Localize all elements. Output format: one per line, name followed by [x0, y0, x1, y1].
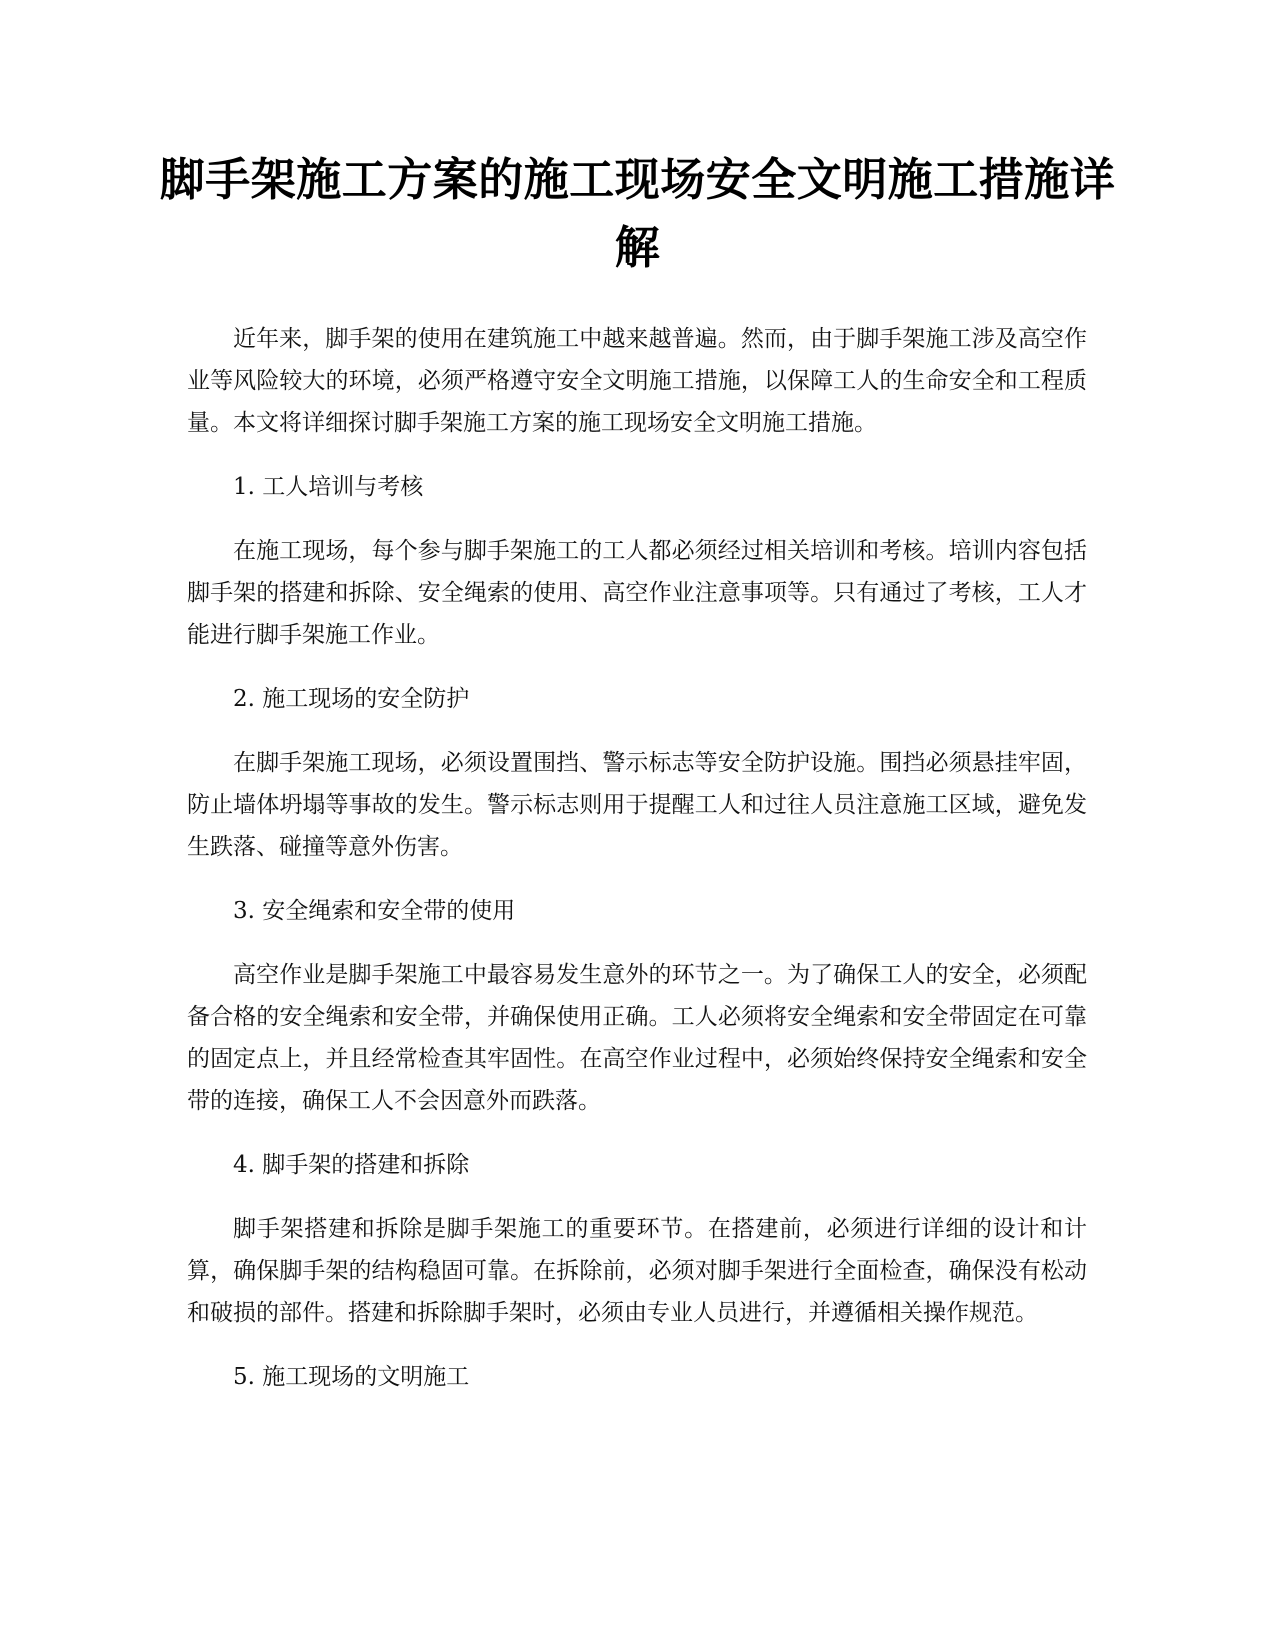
section-heading-2: 2. 施工现场的安全防护 [233, 686, 470, 712]
section-heading-5: 5. 施工现场的文明施工 [233, 1364, 470, 1390]
section-paragraph-2: 在脚手架施工现场，必须设置围挡、警示标志等安全防护设施。围挡必须悬挂牢固，防止墙体坍塌等事故的发生。警示标志则用于提醒工人和过往人员注意施工区域，避免发生跌落、碰撞等意外伤害。 [187, 750, 1087, 860]
section-heading-4: 4. 脚手架的搭建和拆除 [233, 1152, 470, 1178]
document-body [187, 318, 1087, 1420]
section-paragraph-3: 高空作业是脚手架施工中最容易发生意外的环节之一。为了确保工人的安全，必须配备合格的安全绳索和安全带，并确保使用正确。工人必须将安全绳索和安全带固定在可靠的固定点上，并且经常检查其牢固性。在高空作业过程中，必须始终保持安全绳索和安全带的连接，确保工人不会因意外而跌落。 [187, 962, 1087, 1114]
section-paragraph-1: 在施工现场，每个参与脚手架施工的工人都必须经过相关培训和考核。培训内容包括脚手架的搭建和拆除、安全绳索的使用、高空作业注意事项等。只有通过了考核，工人才能进行脚手架施工作业。 [187, 538, 1087, 648]
section-heading-1: 1. 工人培训与考核 [233, 474, 424, 500]
section-heading-3: 3. 安全绳索和安全带的使用 [233, 898, 516, 924]
document-title: 脚手架施工方案的施工现场安全文明施工措施详解 [159, 153, 1116, 274]
intro-paragraph: 近年来，脚手架的使用在建筑施工中越来越普遍。然而，由于脚手架施工涉及高空作业等风险较大的环境，必须严格遵守安全文明施工措施，以保障工人的生命安全和工程质量。本文将详细探讨脚手架施工方案的施工现场安全文明施工措施。 [187, 326, 1087, 436]
section-paragraph-4: 脚手架搭建和拆除是脚手架施工的重要环节。在搭建前，必须进行详细的设计和计算，确保脚手架的结构稳固可靠。在拆除前，必须对脚手架进行全面检查，确保没有松动和破损的部件。搭建和拆除脚手架时，必须由专业人员进行，并遵循相关操作规范。 [187, 1216, 1087, 1326]
